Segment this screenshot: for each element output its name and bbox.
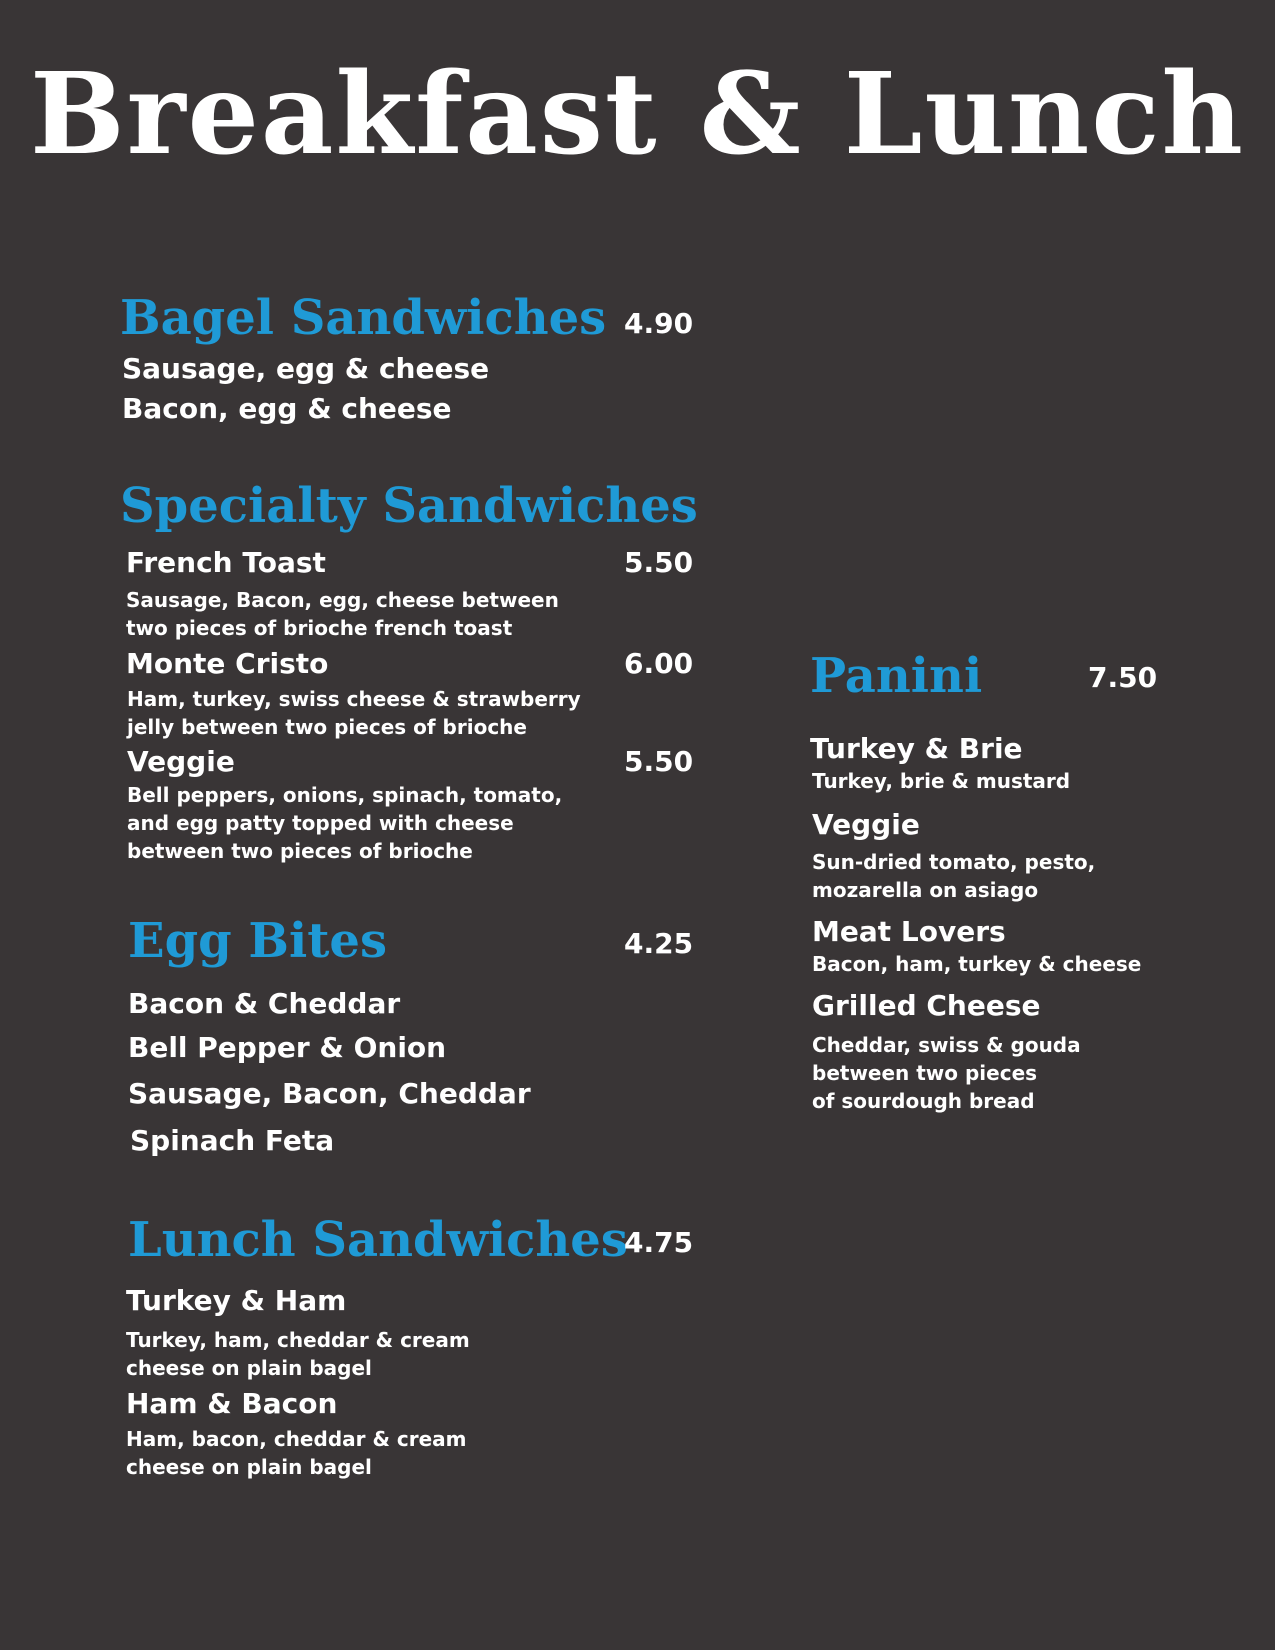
bagel-sandwiches-heading: Bagel Sandwiches [120, 290, 607, 346]
description-line: Ham, turkey, swiss cheese & strawberry [127, 687, 581, 711]
egg-bites-price: 4.25 [624, 927, 694, 960]
panini-item-name: Meat Lovers [812, 915, 1006, 948]
lunch-sandwiches-heading: Lunch Sandwiches [128, 1212, 628, 1268]
specialty-item-description [127, 685, 581, 741]
panini-price: 7.50 [1088, 661, 1158, 694]
description-line: cheese on plain bagel [126, 1455, 372, 1479]
description-line: jelly between two pieces of brioche [127, 715, 527, 739]
bagel-sandwiches-price: 4.90 [624, 307, 694, 340]
lunch-sandwiches-price: 4.75 [624, 1226, 694, 1259]
description-line: cheese on plain bagel [126, 1356, 372, 1380]
lunch-item-description [126, 1425, 466, 1481]
panini-item-name: Veggie [812, 808, 920, 841]
egg-bites-item: Sausage, Bacon, Cheddar [128, 1077, 531, 1110]
description-line: Sausage, Bacon, egg, cheese between [126, 588, 559, 612]
egg-bites-item: Bacon & Cheddar [128, 987, 401, 1020]
description-line: Bacon, ham, turkey & cheese [812, 952, 1142, 976]
description-line: mozarella on asiago [812, 878, 1039, 902]
description-line: Ham, bacon, cheddar & cream [126, 1427, 467, 1451]
page-title: Breakfast & Lunch [30, 49, 1245, 180]
specialty-item-description [127, 781, 562, 865]
specialty-item-name: Monte Cristo [126, 647, 329, 680]
panini-item-description [812, 1031, 1081, 1115]
description-line: Turkey, brie & mustard [812, 769, 1071, 793]
description-line: two pieces of brioche french toast [126, 616, 513, 640]
description-line: and egg patty topped with cheese [127, 811, 514, 835]
bagel-item: Bacon, egg & cheese [122, 392, 452, 425]
panini-item-description [812, 950, 1141, 978]
panini-item-description [812, 767, 1070, 795]
description-line: Cheddar, swiss & gouda [812, 1033, 1081, 1057]
description-line: between two pieces of brioche [127, 839, 473, 863]
specialty-item-description [126, 586, 559, 642]
description-line: Sun-dried tomato, pesto, [812, 850, 1096, 874]
specialty-item-price: 5.50 [624, 745, 694, 778]
specialty-item-price: 6.00 [624, 647, 694, 680]
egg-bites-item: Bell Pepper & Onion [128, 1031, 447, 1064]
specialty-sandwiches-heading: Specialty Sandwiches [120, 478, 698, 534]
specialty-item-price: 5.50 [624, 546, 694, 579]
lunch-item-name: Ham & Bacon [126, 1387, 338, 1420]
lunch-item-description [126, 1326, 470, 1382]
panini-item-name: Turkey & Brie [810, 732, 1023, 765]
description-line: Turkey, ham, cheddar & cream [126, 1328, 470, 1352]
panini-item-name: Grilled Cheese [812, 989, 1041, 1022]
egg-bites-heading: Egg Bites [128, 913, 387, 969]
bagel-item: Sausage, egg & cheese [122, 352, 490, 385]
specialty-item-name: French Toast [126, 546, 326, 579]
panini-heading: Panini [810, 648, 983, 704]
lunch-item-name: Turkey & Ham [126, 1284, 347, 1317]
panini-item-description [812, 848, 1095, 904]
description-line: between two pieces [812, 1061, 1038, 1085]
specialty-item-name: Veggie [127, 745, 235, 778]
description-line: Bell peppers, onions, spinach, tomato, [127, 783, 563, 807]
egg-bites-item: Spinach Feta [130, 1124, 335, 1157]
description-line: of sourdough bread [812, 1089, 1035, 1113]
